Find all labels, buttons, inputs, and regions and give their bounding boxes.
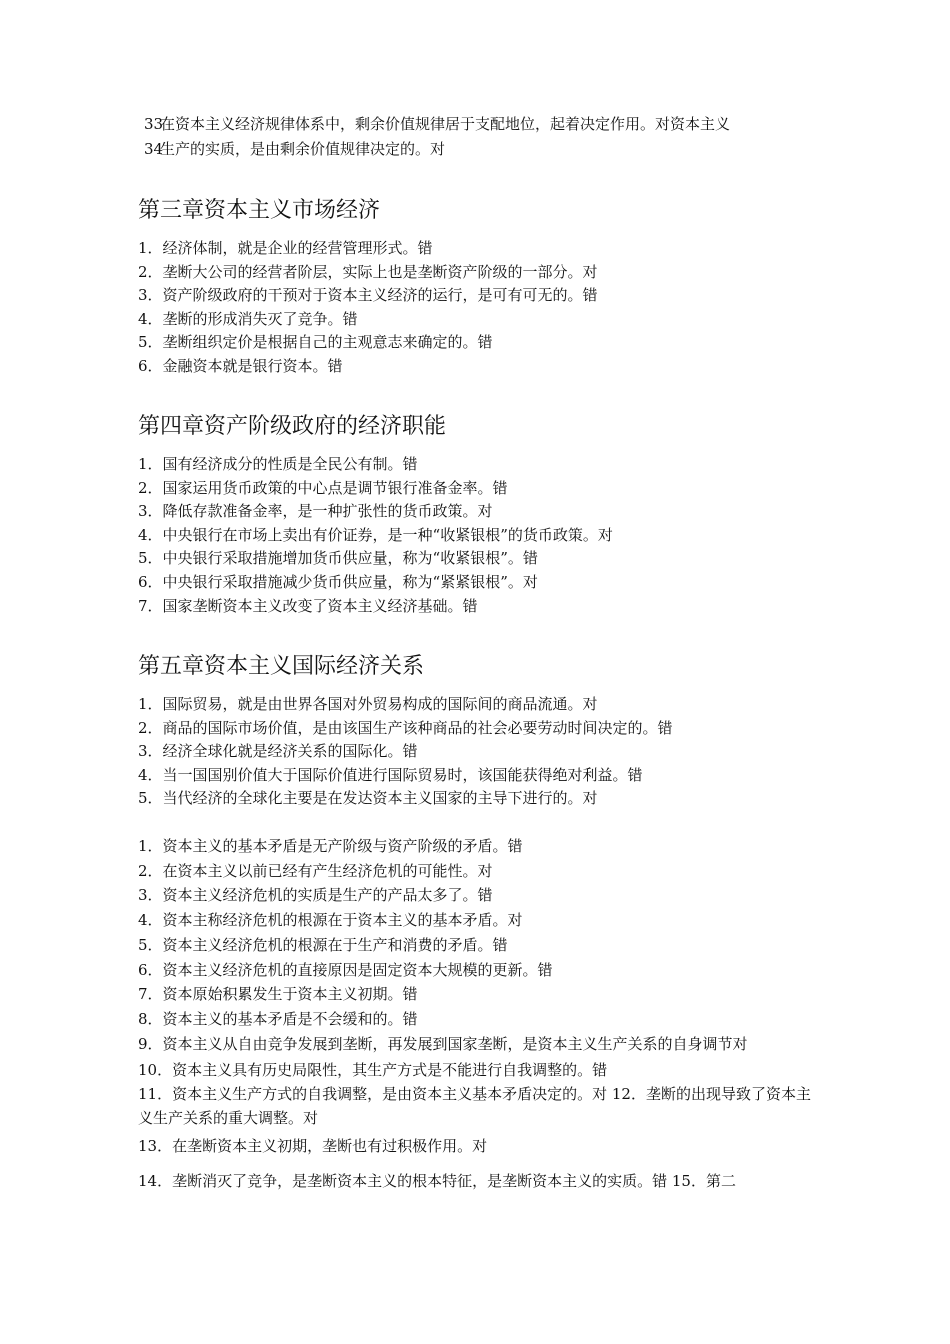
- list-item: 1．国有经济成分的性质是全民公有制。错: [138, 455, 418, 473]
- list-item: 5．当代经济的全球化主要是在发达资本主义国家的主导下进行的。对: [138, 789, 598, 808]
- intro-number: 34: [144, 140, 164, 158]
- chapter-5-list: [138, 693, 818, 811]
- list-item: 4．资本主称经济危机的根源在于资本主义的基本矛盾。对: [138, 911, 523, 930]
- chapter-5-heading: 第五章资本主义国际经济关系: [138, 654, 425, 679]
- list-item: 1．经济体制，就是企业的经营管理形式。错: [138, 239, 433, 257]
- chapter-6-list: [138, 834, 818, 1194]
- chapter-4-list: [138, 453, 818, 618]
- list-item: 10．资本主义具有历史局限性，其生产方式是不能进行自我调整的。错: [138, 1060, 608, 1079]
- chapter-3-list: [138, 237, 818, 379]
- list-item: 9．资本主义从自由竞争发展到垄断，再发展到国家垄断，是资本主义生产关系的自身调节对: [138, 1034, 748, 1053]
- list-item: 4．垄断的形成消失灭了竞争。错: [138, 309, 358, 328]
- intro-line: 生产的实质，是由剩余价值规律决定的。对: [160, 140, 446, 158]
- list-item: 5．资本主义经济危机的根源在于生产和消费的矛盾。错: [138, 935, 508, 954]
- list-item: 4．当一国国别价值大于国际价值进行国际贸易时，该国能获得绝对利益。错: [138, 765, 643, 784]
- list-item: 8．资本主义的基本矛盾是不会缓和的。错: [138, 1009, 418, 1028]
- list-item: 11．资本主义生产方式的自我调整，是由资本主义基本矛盾决定的。对 12．垄断的出现导致了资本主义生产关系的重大调整。对: [138, 1085, 811, 1128]
- list-item: 7．资本原始积累发生于资本主义初期。错: [138, 985, 418, 1004]
- list-item: 6．中央银行采取措施减少货币供应量，称为“紧紧银根”。对: [138, 572, 538, 591]
- list-item: 5．中央银行采取措施增加货币供应量，称为“收紧银根”。错: [138, 549, 538, 568]
- list-item: 6．金融资本就是银行资本。错: [138, 356, 343, 375]
- list-item: 14．垄断消灭了竞争，是垄断资本主义的根本特征，是垄断资本主义的实质。错 15．第二: [138, 1172, 736, 1191]
- intro-numbers: [144, 112, 164, 162]
- list-item: 5．垄断组织定价是根据自己的主观意志来确定的。错: [138, 333, 493, 352]
- list-item: 3．资产阶级政府的干预对于资本主义经济的运行，是可有可无的。错: [138, 286, 598, 305]
- list-item: 1．国际贸易，就是由世界各国对外贸易构成的国际间的商品流通。对: [138, 695, 598, 713]
- chapter-4-heading: 第四章资产阶级政府的经济职能: [138, 414, 447, 439]
- list-item: 7．国家垄断资本主义改变了资本主义经济基础。错: [138, 596, 478, 615]
- intro-text: [144, 112, 824, 162]
- list-item: 6．资本主义经济危机的直接原因是固定资本大规模的更新。错: [138, 960, 553, 979]
- list-item: 2．商品的国际市场价值，是由该国生产该种商品的社会必要劳动时间决定的。错: [138, 718, 673, 737]
- list-item: 1．资本主义的基本矛盾是无产阶级与资产阶级的矛盾。错: [138, 837, 523, 855]
- intro-line: 在资本主义经济规律体系中，剩余价值规律居于支配地位，起着决定作用。对资本主义: [160, 115, 731, 133]
- list-item: 4．中央银行在市场上卖出有价证券，是一种“收紧银根”的货币政策。对: [138, 525, 613, 544]
- chapter-3-heading: 第三章资本主义市场经济: [138, 198, 381, 223]
- list-item: 3．资本主义经济危机的实质是生产的产品太多了。错: [138, 886, 493, 905]
- list-item: 3．经济全球化就是经济关系的国际化。错: [138, 742, 418, 761]
- list-item: 3．降低存款准备金率，是一种扩张性的货币政策。对: [138, 502, 493, 521]
- intro-block: [144, 112, 824, 162]
- intro-number: 33: [144, 115, 164, 133]
- list-item: 2．国家运用货币政策的中心点是调节银行准备金率。错: [138, 478, 508, 497]
- list-item: 2．垄断大公司的经营者阶层，实际上也是垄断资产阶级的一部分。对: [138, 262, 598, 281]
- list-item: 13．在垄断资本主义初期，垄断也有过积极作用。对: [138, 1137, 488, 1156]
- list-item: 2．在资本主义以前已经有产生经济危机的可能性。对: [138, 861, 493, 880]
